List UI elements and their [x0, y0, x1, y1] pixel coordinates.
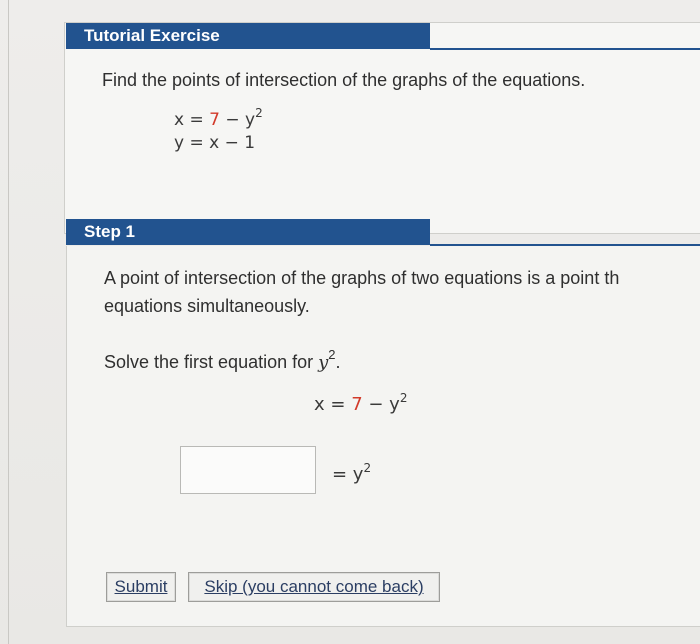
equation-1-lhs: x =	[174, 110, 210, 130]
answer-input[interactable]	[180, 446, 316, 494]
equation-2: y = x − 1	[174, 133, 256, 153]
equation-4-exponent: 2	[363, 461, 372, 475]
solve-exponent: 2	[328, 347, 336, 362]
equation-3	[314, 391, 408, 415]
problem-prompt: Find the points of intersection of the graphs of the equations.	[102, 70, 586, 90]
step-header: Step 1	[66, 219, 430, 245]
equation-3-exponent: 2	[399, 391, 408, 405]
equation-3-lhs: x =	[314, 394, 352, 415]
equation-1-rest: − y	[219, 110, 256, 130]
equation-4	[332, 461, 372, 485]
solve-variable: y	[318, 352, 329, 373]
tutorial-header: Tutorial Exercise	[66, 23, 430, 49]
solve-suffix: .	[335, 352, 341, 372]
step-header-rule	[430, 244, 700, 246]
tutorial-panel	[64, 22, 700, 234]
solve-instruction	[104, 347, 341, 373]
step-paragraph-line-2: equations simultaneously.	[104, 296, 310, 316]
equation-3-constant: 7	[351, 394, 363, 415]
skip-button[interactable]: Skip (you cannot come back)	[188, 572, 440, 602]
equation-1-exponent: 2	[255, 106, 263, 120]
equation-4-text: = y	[332, 464, 364, 485]
tutorial-header-rule	[430, 48, 700, 50]
equation-1-constant: 7	[209, 110, 220, 130]
equation-1	[174, 106, 263, 130]
solve-prefix: Solve the first equation for	[104, 352, 319, 372]
left-divider	[8, 0, 9, 644]
submit-button[interactable]: Submit	[106, 572, 176, 602]
step-paragraph-line-1: A point of intersection of the graphs of two equations is a point th	[104, 268, 620, 288]
equation-3-rest: − y	[362, 394, 400, 415]
